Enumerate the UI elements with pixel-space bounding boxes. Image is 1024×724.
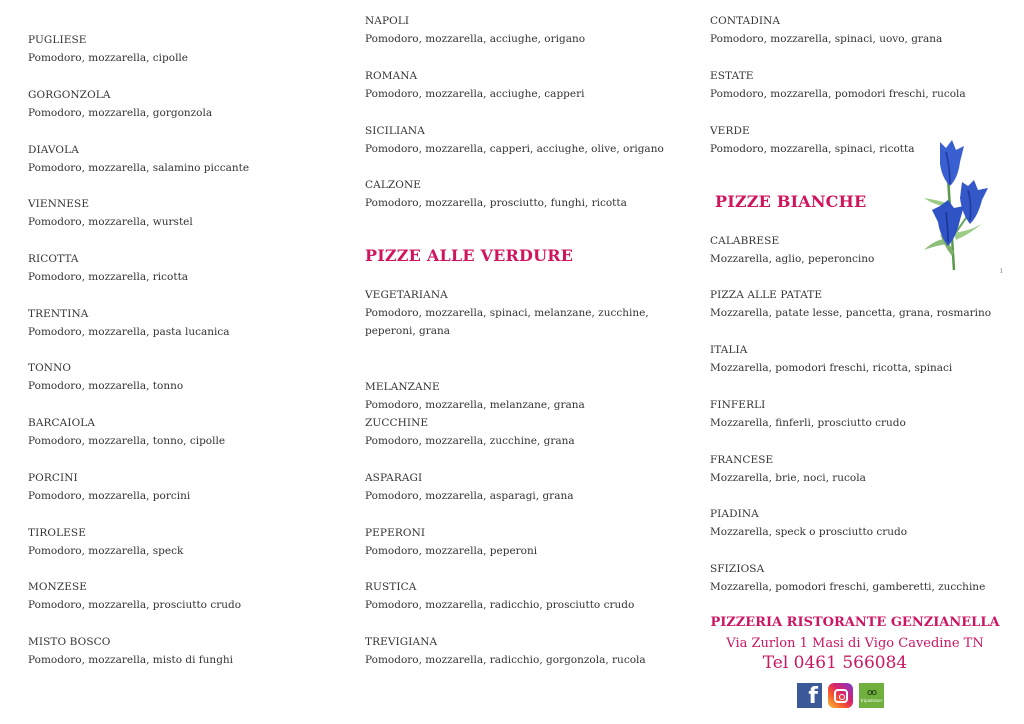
item-name: NAPOLI — [365, 15, 410, 27]
item-ingredients: Pomodoro, mozzarella, peperoni — [365, 545, 538, 557]
item-name: TIROLESE — [28, 527, 86, 539]
item-name: CALZONE — [365, 179, 422, 191]
menu-item — [365, 12, 585, 48]
menu-item — [710, 232, 874, 268]
item-ingredients: Pomodoro, mozzarella, spinaci, uovo, grana — [710, 33, 943, 45]
item-ingredients: Pomodoro, mozzarella, melanzane, grana — [365, 399, 585, 411]
menu-item — [28, 250, 188, 286]
item-ingredients: Pomodoro, mozzarella, salamino piccante — [28, 162, 250, 174]
menu-item — [28, 469, 190, 505]
item-name: MISTO BOSCO — [28, 636, 111, 648]
item-name: SICILIANA — [365, 125, 425, 137]
tripadvisor-label: tripadvisor — [860, 697, 883, 703]
item-ingredients: Pomodoro, mozzarella, tonno, cipolle — [28, 435, 226, 447]
item-name: FRANCESE — [710, 454, 774, 466]
item-name: VEGETARIANA — [365, 289, 448, 301]
item-name: PUGLIESE — [28, 34, 87, 46]
item-name: DIAVOLA — [28, 144, 79, 156]
item-ingredients: Mozzarella, patate lesse, pancetta, grana, rosmarino — [710, 307, 992, 319]
menu-item — [710, 122, 914, 158]
item-ingredients: Pomodoro, mozzarella, asparagi, grana — [365, 490, 574, 502]
menu-item — [365, 286, 649, 340]
item-name: TREVIGIANA — [365, 636, 438, 648]
menu-item — [28, 195, 193, 231]
item-ingredients: Pomodoro, mozzarella, radicchio, prosciutto crudo — [365, 599, 635, 611]
item-name: CALABRESE — [710, 235, 780, 247]
item-name: PEPERONI — [365, 527, 426, 539]
item-ingredients: Mozzarella, speck o prosciutto crudo — [710, 526, 908, 538]
section-title-pizze-alle-verdure: PIZZE ALLE VERDURE — [365, 246, 574, 265]
menu-item — [365, 67, 584, 103]
menu-item — [710, 286, 991, 322]
item-ingredients: Mozzarella, finferli, prosciutto crudo — [710, 417, 906, 429]
menu-item — [28, 31, 188, 67]
menu-item — [365, 633, 646, 669]
menu-item — [710, 341, 952, 377]
item-name: ROMANA — [365, 70, 418, 82]
menu-item — [28, 305, 230, 341]
item-ingredients: Pomodoro, mozzarella, cipolle — [28, 52, 188, 64]
item-ingredients: Pomodoro, mozzarella, pomodori freschi, rucola — [710, 88, 966, 100]
item-ingredients: Mozzarella, brie, noci, rucola — [710, 472, 866, 484]
instagram-icon[interactable] — [828, 683, 853, 708]
menu-item — [28, 359, 183, 395]
item-name: SFIZIOSA — [710, 563, 765, 575]
menu-item — [710, 505, 907, 541]
item-name: VIENNESE — [28, 198, 90, 210]
item-name: MONZESE — [28, 581, 88, 593]
menu-item — [710, 12, 942, 48]
menu-item — [365, 578, 634, 614]
item-ingredients: Pomodoro, mozzarella, tonno — [28, 380, 184, 392]
tripadvisor-owl-glyph: oo — [866, 687, 876, 698]
menu-item — [365, 378, 585, 414]
item-name: GORGONZOLA — [28, 89, 111, 101]
item-name: BARCAIOLA — [28, 417, 96, 429]
menu-item — [28, 578, 241, 614]
menu-item — [365, 469, 573, 505]
item-name: PIZZA ALLE PATATE — [710, 289, 823, 301]
menu-item — [710, 451, 866, 487]
item-ingredients: Pomodoro, mozzarella, spinaci, melanzane, zucchine, — [365, 307, 649, 319]
social-links — [797, 683, 884, 708]
section-title-pizze-bianche: PIZZE BIANCHE — [715, 192, 867, 211]
item-ingredients: Pomodoro, mozzarella, capperi, acciughe, olive, origano — [365, 143, 664, 155]
item-name: TONNO — [28, 362, 72, 374]
item-ingredients: Pomodoro, mozzarella, acciughe, capperi — [365, 88, 585, 100]
menu-item — [28, 524, 183, 560]
item-name: TRENTINA — [28, 308, 89, 320]
menu-item — [28, 414, 225, 450]
item-name: PORCINI — [28, 472, 78, 484]
page-mark: ı — [1000, 266, 1003, 275]
item-name: RUSTICA — [365, 581, 417, 593]
item-ingredients-continued: peperoni, grana — [365, 325, 451, 337]
item-ingredients: Pomodoro, mozzarella, prosciutto, funghi, ricotta — [365, 197, 627, 209]
item-name: RICOTTA — [28, 253, 79, 265]
item-name: VERDE — [710, 125, 750, 137]
item-ingredients: Pomodoro, mozzarella, spinaci, ricotta — [710, 143, 915, 155]
item-ingredients: Pomodoro, mozzarella, acciughe, origano — [365, 33, 586, 45]
item-ingredients: Pomodoro, mozzarella, wurstel — [28, 216, 193, 228]
item-name: PIADINA — [710, 508, 759, 520]
gentian-flower-illustration — [922, 138, 992, 273]
menu-item — [365, 414, 575, 450]
item-name: ZUCCHINE — [365, 417, 429, 429]
restaurant-name: PIZZERIA RISTORANTE GENZIANELLA — [710, 615, 1000, 630]
item-name: FINFERLI — [710, 399, 766, 411]
menu-item — [365, 122, 664, 158]
item-ingredients: Pomodoro, mozzarella, misto di funghi — [28, 654, 234, 666]
item-ingredients: Mozzarella, pomodori freschi, gamberetti, zucchine — [710, 581, 986, 593]
item-name: ESTATE — [710, 70, 754, 82]
menu-item — [28, 86, 212, 122]
menu-item — [365, 524, 537, 560]
item-ingredients: Pomodoro, mozzarella, pasta lucanica — [28, 326, 230, 338]
restaurant-phone: Tel 0461 566084 — [762, 653, 908, 673]
item-ingredients: Pomodoro, mozzarella, gorgonzola — [28, 107, 213, 119]
menu-item — [710, 396, 906, 432]
tripadvisor-icon[interactable] — [859, 683, 884, 708]
item-ingredients: Mozzarella, aglio, peperoncino — [710, 253, 875, 265]
item-ingredients: Pomodoro, mozzarella, zucchine, grana — [365, 435, 575, 447]
menu-item — [710, 560, 985, 596]
item-ingredients: Pomodoro, mozzarella, speck — [28, 545, 184, 557]
menu-item — [28, 633, 233, 669]
item-ingredients: Pomodoro, mozzarella, porcini — [28, 490, 191, 502]
menu-item — [28, 141, 249, 177]
item-name: CONTADINA — [710, 15, 781, 27]
instagram-camera-glyph — [834, 689, 848, 703]
menu-item — [710, 67, 966, 103]
item-ingredients: Pomodoro, mozzarella, ricotta — [28, 271, 189, 283]
facebook-icon[interactable] — [797, 683, 822, 708]
restaurant-address: Via Zurlon 1 Masi di Vigo Cavedine TN — [726, 636, 984, 651]
menu-item — [365, 176, 627, 212]
facebook-glyph: f — [808, 684, 818, 709]
item-name: ASPARAGI — [365, 472, 423, 484]
item-ingredients: Pomodoro, mozzarella, prosciutto crudo — [28, 599, 242, 611]
item-name: MELANZANE — [365, 381, 440, 393]
item-name: ITALIA — [710, 344, 748, 356]
item-ingredients: Pomodoro, mozzarella, radicchio, gorgonzola, rucola — [365, 654, 646, 666]
item-ingredients: Mozzarella, pomodori freschi, ricotta, spinaci — [710, 362, 953, 374]
